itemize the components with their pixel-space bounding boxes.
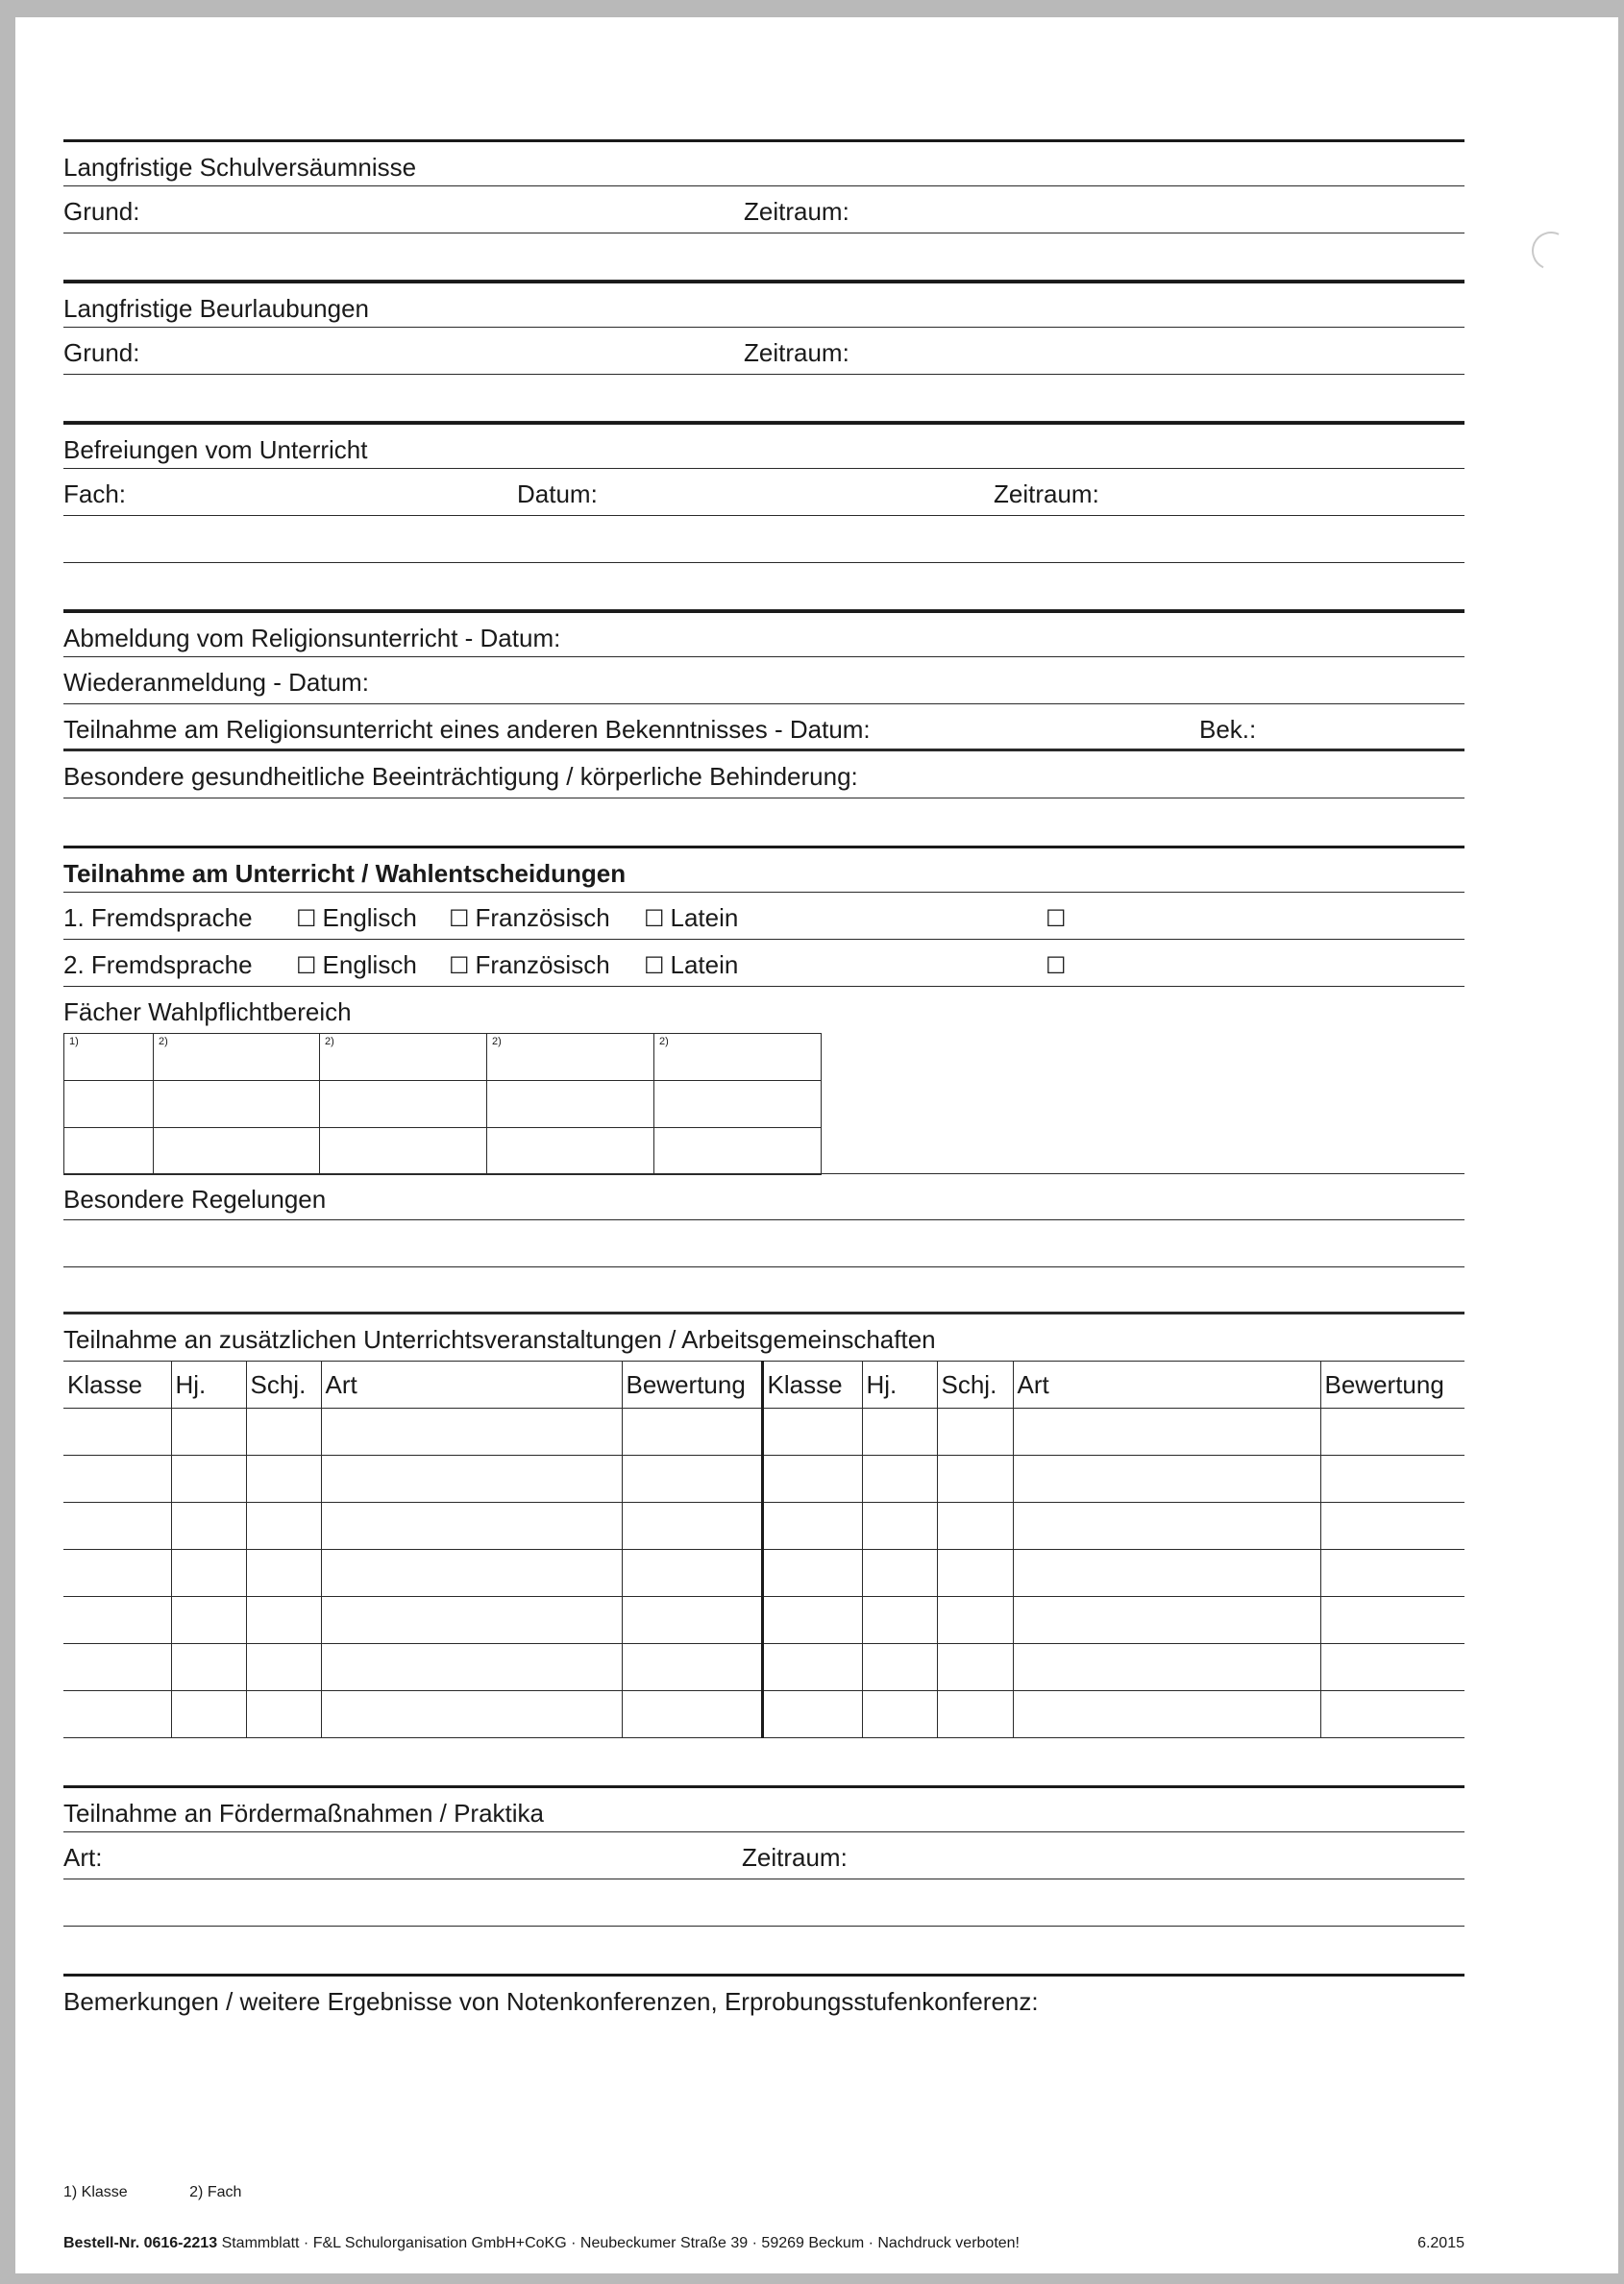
blank-line[interactable] (63, 1879, 1464, 1927)
table-cell[interactable] (937, 1503, 1013, 1550)
wahlpflicht-table (63, 1033, 822, 1175)
table-row (64, 1128, 822, 1175)
checkbox-icon[interactable]: ☐ (1046, 906, 1067, 932)
order-number: Bestell-Nr. 0616-2213 (63, 2235, 218, 2251)
table-cell[interactable] (937, 1456, 1013, 1503)
teilnahme-anderes-bekenntnis-row[interactable] (63, 704, 1464, 751)
section-bemerkungen[interactable] (63, 1974, 1464, 2021)
col-header: Klasse (63, 1362, 171, 1409)
table-row (63, 1550, 1464, 1597)
spacer (63, 1738, 1464, 1785)
fach-datum-zeitraum-row[interactable] (63, 469, 1464, 516)
checkbox-icon[interactable]: ☐ (1046, 953, 1067, 979)
section-title: Befreiungen vom Unterricht (63, 435, 368, 464)
table-cell[interactable] (762, 1409, 862, 1456)
teilnahme-anderes-label: Teilnahme am Religionsunterricht eines anderen Bekenntnisses - Datum: (63, 715, 871, 744)
option-englisch[interactable]: ☐ Englisch (296, 950, 417, 979)
table-cell[interactable] (321, 1644, 622, 1691)
table-cell[interactable] (622, 1503, 762, 1550)
table-row (64, 1081, 822, 1128)
wahlpflicht-title-row (63, 987, 1464, 1033)
table-cell[interactable] (622, 1644, 762, 1691)
table-cell[interactable] (246, 1644, 321, 1691)
table-cell[interactable] (862, 1550, 937, 1597)
table-cell[interactable] (1320, 1409, 1464, 1456)
option-latein[interactable]: ☐ Latein (644, 903, 739, 932)
section-title: Teilnahme am Unterricht / Wahlentscheidungen (63, 859, 627, 888)
table-cell[interactable] (862, 1691, 937, 1738)
option-englisch[interactable]: ☐ Englisch (296, 903, 417, 932)
option-franzoesisch[interactable]: ☐ Französisch (449, 950, 610, 979)
section-schulversaeumnisse (63, 139, 1464, 186)
table-cell[interactable] (487, 1081, 654, 1128)
form-page (15, 17, 1618, 2273)
table-cell[interactable] (63, 1503, 171, 1550)
footnote-1: 1) Klasse (63, 2184, 128, 2200)
section-foerder (63, 1785, 1464, 1832)
table-header-row (63, 1362, 1464, 1409)
checkbox-icon[interactable]: ☐ (644, 906, 665, 932)
table-cell[interactable] (1013, 1597, 1320, 1644)
table-row (63, 1597, 1464, 1644)
table-cell[interactable] (1320, 1550, 1464, 1597)
table-row (63, 1691, 1464, 1738)
table-cell[interactable] (171, 1409, 246, 1456)
table-cell[interactable] (622, 1409, 762, 1456)
table-cell[interactable] (63, 1409, 171, 1456)
stammblatt-form (63, 139, 1464, 2021)
option-other[interactable] (1046, 952, 1072, 979)
table-cell[interactable] (622, 1597, 762, 1644)
blank-line[interactable] (63, 1927, 1464, 1974)
gesundheit-row[interactable] (63, 751, 1464, 798)
table-cell[interactable] (320, 1081, 487, 1128)
section-regelungen (63, 1173, 1464, 1220)
table-cell[interactable] (321, 1550, 622, 1597)
table-cell[interactable] (321, 1456, 622, 1503)
datum-label: Datum: (517, 479, 598, 508)
table-cell[interactable] (654, 1128, 822, 1175)
wahlpflicht-label: Fächer Wahlpflichtbereich (63, 997, 352, 1026)
section-title: Bemerkungen / weitere Ergebnisse von Notenkonferenzen, Erprobungsstufenkonferenz: (63, 1987, 1039, 2017)
checkbox-icon[interactable]: ☐ (449, 906, 470, 932)
blank-line[interactable] (63, 233, 1464, 281)
table-cell[interactable] (246, 1597, 321, 1644)
zeitraum-label: Zeitraum: (994, 479, 1099, 508)
table-cell[interactable] (1013, 1503, 1320, 1550)
fach-label: Fach: (63, 479, 127, 508)
table-cell[interactable] (1013, 1409, 1320, 1456)
col-header: Hj. (862, 1362, 937, 1409)
section-beurlaubungen (63, 281, 1464, 328)
table-cell[interactable] (762, 1550, 862, 1597)
table-cell[interactable] (321, 1691, 622, 1738)
ag-table (63, 1361, 1464, 1738)
table-cell[interactable] (1013, 1456, 1320, 1503)
table-cell[interactable]: 2) (654, 1034, 822, 1081)
col-header: Bewertung (622, 1362, 762, 1409)
table-cell[interactable] (171, 1550, 246, 1597)
footer (63, 2235, 1464, 2252)
table-cell[interactable] (1320, 1691, 1464, 1738)
publisher-info: Stammblatt · F&L Schulorganisation GmbH+CoKG · Neubeckumer Straße 39 · 59269 Beckum · Nachdruck verboten! (221, 2235, 1020, 2251)
wiederanmeldung-label: Wiederanmeldung - Datum: (63, 668, 369, 697)
zeitraum-label: Zeitraum: (742, 1843, 848, 1873)
table-cell[interactable] (862, 1456, 937, 1503)
blank-line[interactable] (63, 375, 1464, 422)
table-cell[interactable] (862, 1644, 937, 1691)
table-cell[interactable] (622, 1550, 762, 1597)
blank-line[interactable] (63, 1220, 1464, 1267)
table-cell[interactable] (1013, 1550, 1320, 1597)
table-cell[interactable] (937, 1691, 1013, 1738)
table-cell[interactable] (937, 1597, 1013, 1644)
table-cell[interactable] (762, 1644, 862, 1691)
fremdsprache-label: 1. Fremdsprache (63, 903, 253, 932)
grund-zeitraum-row[interactable] (63, 186, 1464, 233)
checkbox-icon[interactable]: ☐ (296, 953, 317, 979)
blank-line[interactable] (63, 1267, 1464, 1314)
gesundheit-label: Besondere gesundheitliche Beeinträchtigung / körperliche Behinderung: (63, 762, 858, 791)
table-cell[interactable] (246, 1456, 321, 1503)
table-cell[interactable] (154, 1128, 320, 1175)
table-cell[interactable] (937, 1550, 1013, 1597)
table-cell[interactable] (246, 1691, 321, 1738)
table-cell[interactable] (63, 1456, 171, 1503)
table-row (63, 1456, 1464, 1503)
table-cell[interactable] (862, 1503, 937, 1550)
table-cell[interactable] (64, 1128, 154, 1175)
option-latein[interactable]: ☐ Latein (644, 950, 739, 979)
wiederanmeldung-row[interactable] (63, 657, 1464, 704)
table-cell[interactable] (937, 1409, 1013, 1456)
table-cell[interactable] (762, 1597, 862, 1644)
col-header: Hj. (171, 1362, 246, 1409)
table-cell[interactable] (154, 1081, 320, 1128)
footer-left (63, 2235, 1020, 2252)
fremdsprache-2-row (63, 940, 1464, 987)
table-cell[interactable] (1320, 1503, 1464, 1550)
table-cell[interactable] (171, 1691, 246, 1738)
abmeldung-label: Abmeldung vom Religionsunterricht - Datum: (63, 624, 561, 652)
table-cell[interactable] (171, 1503, 246, 1550)
section-title: Teilnahme an Fördermaßnahmen / Praktika (63, 1799, 545, 1829)
table-cell[interactable] (487, 1128, 654, 1175)
table-cell[interactable] (171, 1597, 246, 1644)
punch-hole (1526, 226, 1575, 275)
checkbox-icon[interactable]: ☐ (449, 953, 470, 979)
table-cell[interactable] (246, 1409, 321, 1456)
table-cell[interactable] (63, 1644, 171, 1691)
table-cell[interactable] (321, 1503, 622, 1550)
table-row (64, 1034, 822, 1081)
table-cell[interactable] (63, 1691, 171, 1738)
table-cell[interactable] (1013, 1691, 1320, 1738)
section-title: Teilnahme an zusätzlichen Unterrichtsveranstaltungen / Arbeitsgemeinschaften (63, 1325, 936, 1355)
table-cell[interactable] (246, 1550, 321, 1597)
art-label: Art: (63, 1843, 103, 1873)
table-cell[interactable] (1013, 1644, 1320, 1691)
section-title: Langfristige Schulversäumnisse (63, 153, 417, 182)
table-cell[interactable] (171, 1456, 246, 1503)
col-header: Art (321, 1362, 622, 1409)
table-cell[interactable] (321, 1597, 622, 1644)
checkbox-icon[interactable]: ☐ (296, 906, 317, 932)
section-befreiungen (63, 422, 1464, 469)
col-header: Bewertung (1320, 1362, 1464, 1409)
grund-label: Grund: (63, 197, 140, 226)
col-header: Schj. (246, 1362, 321, 1409)
section-title: Besondere Regelungen (63, 1185, 327, 1215)
art-zeitraum-row[interactable] (63, 1832, 1464, 1879)
blank-line[interactable] (63, 563, 1464, 610)
grund-zeitraum-row[interactable] (63, 328, 1464, 375)
footnote-2: 2) Fach (189, 2184, 242, 2200)
table-cell[interactable] (1320, 1644, 1464, 1691)
table-cell[interactable] (1320, 1597, 1464, 1644)
table-cell[interactable] (622, 1691, 762, 1738)
table-cell[interactable]: 1) (64, 1034, 154, 1081)
table-cell[interactable] (321, 1409, 622, 1456)
option-other[interactable] (1046, 905, 1072, 932)
footnotes (63, 2184, 299, 2201)
zeitraum-label: Zeitraum: (744, 197, 849, 226)
col-header: Schj. (937, 1362, 1013, 1409)
table-cell[interactable]: 2) (320, 1034, 487, 1081)
table-cell[interactable] (63, 1597, 171, 1644)
col-header: Klasse (762, 1362, 862, 1409)
table-cell[interactable] (762, 1503, 862, 1550)
section-wahlentscheidungen (63, 846, 1464, 893)
table-cell[interactable] (622, 1456, 762, 1503)
abmeldung-row[interactable] (63, 610, 1464, 657)
table-row (63, 1503, 1464, 1550)
table-cell[interactable] (320, 1128, 487, 1175)
table-cell[interactable] (1320, 1456, 1464, 1503)
table-row (63, 1409, 1464, 1456)
table-cell[interactable] (762, 1691, 862, 1738)
checkbox-icon[interactable]: ☐ (644, 953, 665, 979)
fremdsprache-label: 2. Fremdsprache (63, 950, 253, 979)
table-cell[interactable] (862, 1597, 937, 1644)
form-date: 6.2015 (1417, 2235, 1464, 2251)
table-cell[interactable] (63, 1550, 171, 1597)
grund-label: Grund: (63, 338, 140, 367)
option-franzoesisch[interactable]: ☐ Französisch (449, 903, 610, 932)
table-cell[interactable] (64, 1081, 154, 1128)
bek-label: Bek.: (1199, 715, 1257, 744)
table-cell[interactable]: 2) (154, 1034, 320, 1081)
table-cell[interactable] (862, 1409, 937, 1456)
fremdsprache-1-row (63, 893, 1464, 940)
section-title: Langfristige Beurlaubungen (63, 294, 370, 323)
col-header: Art (1013, 1362, 1320, 1409)
blank-line[interactable] (63, 516, 1464, 563)
zeitraum-label: Zeitraum: (744, 338, 849, 367)
section-ag (63, 1314, 1464, 1361)
blank-line[interactable] (63, 798, 1464, 846)
table-row (63, 1644, 1464, 1691)
table-cell[interactable] (762, 1456, 862, 1503)
table-cell[interactable] (171, 1644, 246, 1691)
table-cell[interactable] (937, 1644, 1013, 1691)
table-cell[interactable] (654, 1081, 822, 1128)
table-cell[interactable]: 2) (487, 1034, 654, 1081)
table-cell[interactable] (246, 1503, 321, 1550)
